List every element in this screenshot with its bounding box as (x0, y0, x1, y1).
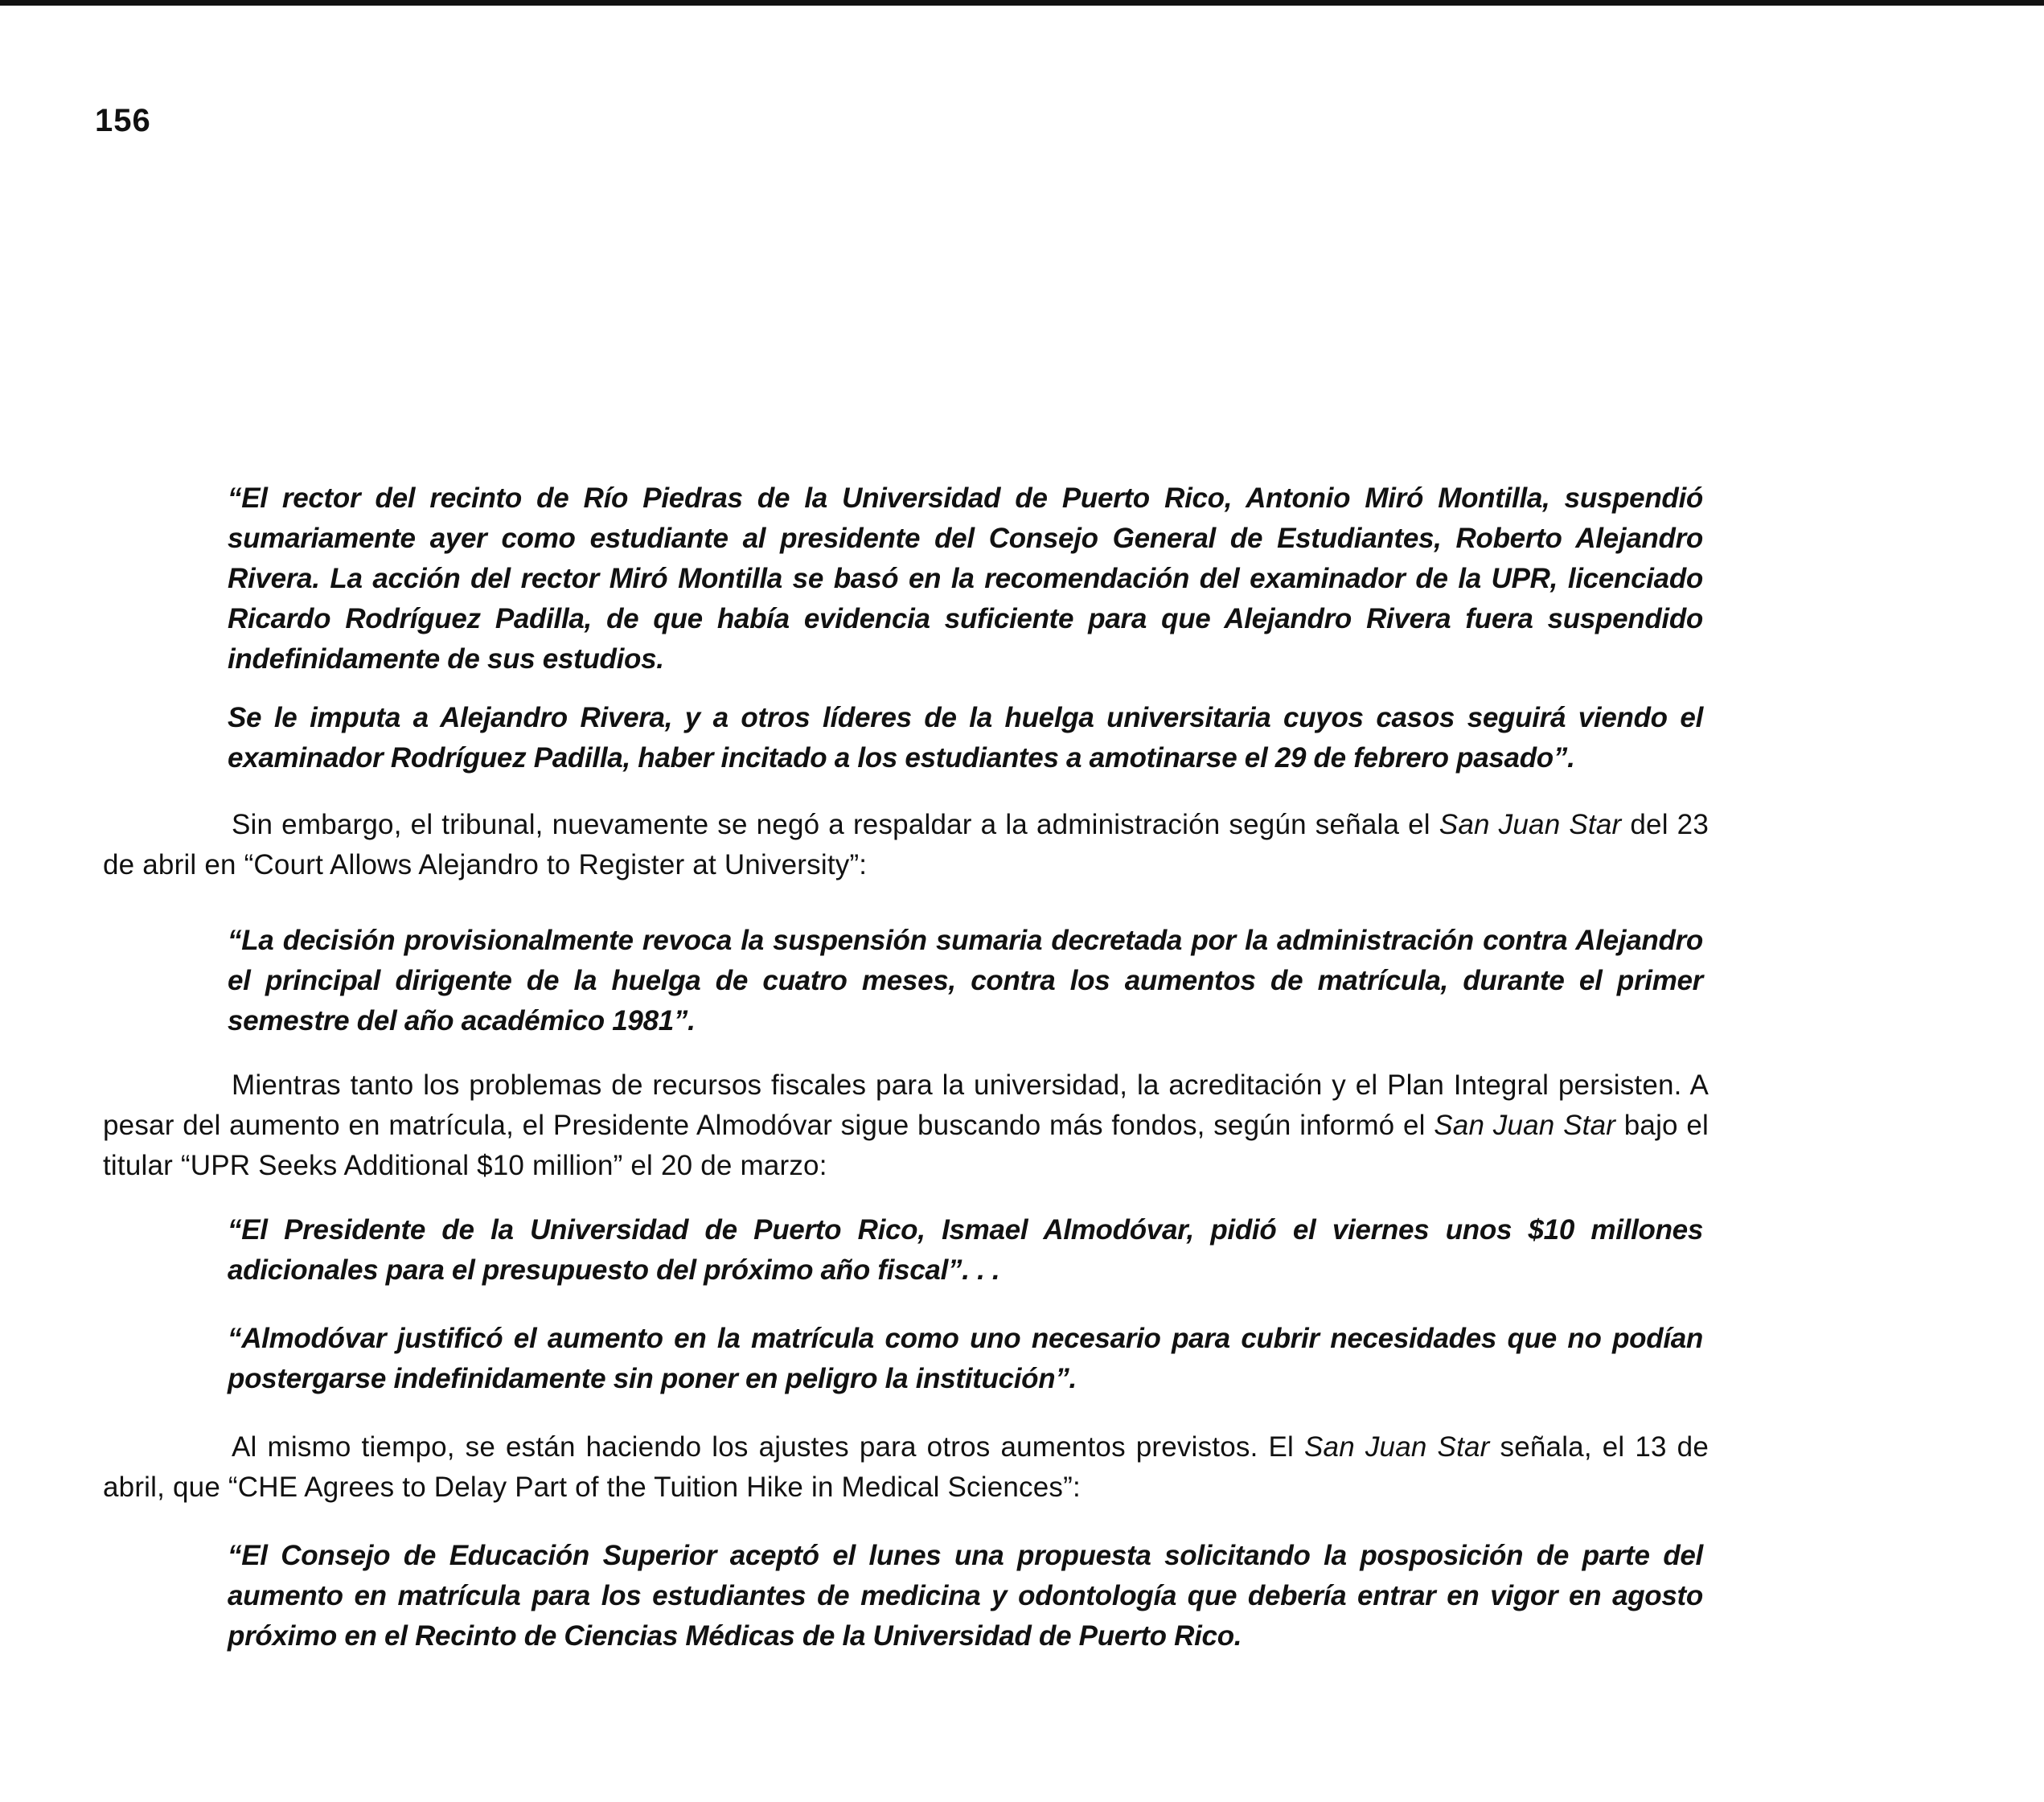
page-number: 156 (95, 103, 151, 138)
quote-rector-suspension: “El rector del recinto de Río Piedras de la Universidad de Puerto Rico, Antonio Miró Montilla, suspendió sumariamente ayer como estudiante al presidente del Consejo General de Estudiantes, Roberto Alejandro Rivera. La acción del rector Miró Montilla se basó en la recomendación del examinador de la UPR, licenciado Ricardo Rodríguez Padilla, de que había evidencia suficiente para que Alejandro Rivera fuera suspendido indefinidamente de sus estudios. (228, 482, 1703, 675)
paragraph-fiscal-resources-pre: Mientras tanto los problemas de recursos fiscales para la universidad, la acreditación y el Plan Integral persisten. A pesar del aumento en matrícula, el Presidente Almodóvar sigue buscando más fondos, según informó el (103, 1069, 1709, 1141)
publication-name: San Juan Star (1304, 1431, 1490, 1463)
top-rule (0, 0, 2044, 6)
paragraph-tribunal-post: del 23 de abril en “Court Allows Alejandro to Register at University”: (103, 809, 1709, 880)
paragraph-adjustments-post: señala, el 13 de abril, que “CHE Agrees to Delay Part of the Tuition Hike in Medical Sciences”: (103, 1431, 1709, 1503)
publication-name: San Juan Star (1434, 1110, 1616, 1141)
paragraph-tribunal (103, 805, 1709, 885)
paragraph-fiscal-resources-post: bajo el titular “UPR Seeks Additional $10 million” el 20 de marzo: (103, 1110, 1709, 1181)
paragraph-adjustments (103, 1427, 1709, 1508)
quote-almodovar-justification: “Almodóvar justificó el aumento en la matrícula como uno necesario para cubrir necesidades que no podían postergarse indefinidamente sin poner en peligro la institución”. (228, 1323, 1703, 1394)
paragraph-fiscal-resources (103, 1065, 1709, 1186)
publication-name: San Juan Star (1439, 809, 1622, 840)
paragraph-adjustments-pre: Al mismo tiempo, se están haciendo los ajustes para otros aumentos previstos. El (232, 1431, 1304, 1463)
quote-che-decision: “El Consejo de Educación Superior aceptó el lunes una propuesta solicitando la posposición de parte del aumento en matrícula para los estudiantes de medicina y odontología que debería entrar en vigor en agosto próximo en el Recinto de Ciencias Médicas de la Universidad de Puerto Rico. (228, 1540, 1703, 1652)
quote-imputation: Se le imputa a Alejandro Rivera, y a otros líderes de la huelga universitaria cuyos casos seguirá viendo el examinador Rodríguez Padilla, haber incitado a los estudiantes a amotinarse el 29 de febrero pasado”. (228, 702, 1703, 774)
paragraph-tribunal-pre: Sin embargo, el tribunal, nuevamente se negó a respaldar a la administración según señala el (232, 809, 1439, 840)
quote-president-request: “El Presidente de la Universidad de Puerto Rico, Ismael Almodóvar, pidió el viernes unos $10 millones adicionales para el presupuesto del próximo año fiscal”. . . (228, 1214, 1703, 1286)
quote-court-decision: “La decisión provisionalmente revoca la suspensión sumaria decretada por la administración contra Alejandro el principal dirigente de la huelga de cuatro meses, contra los aumentos de matrícula, durante el primer semestre del año académico 1981”. (228, 925, 1703, 1036)
